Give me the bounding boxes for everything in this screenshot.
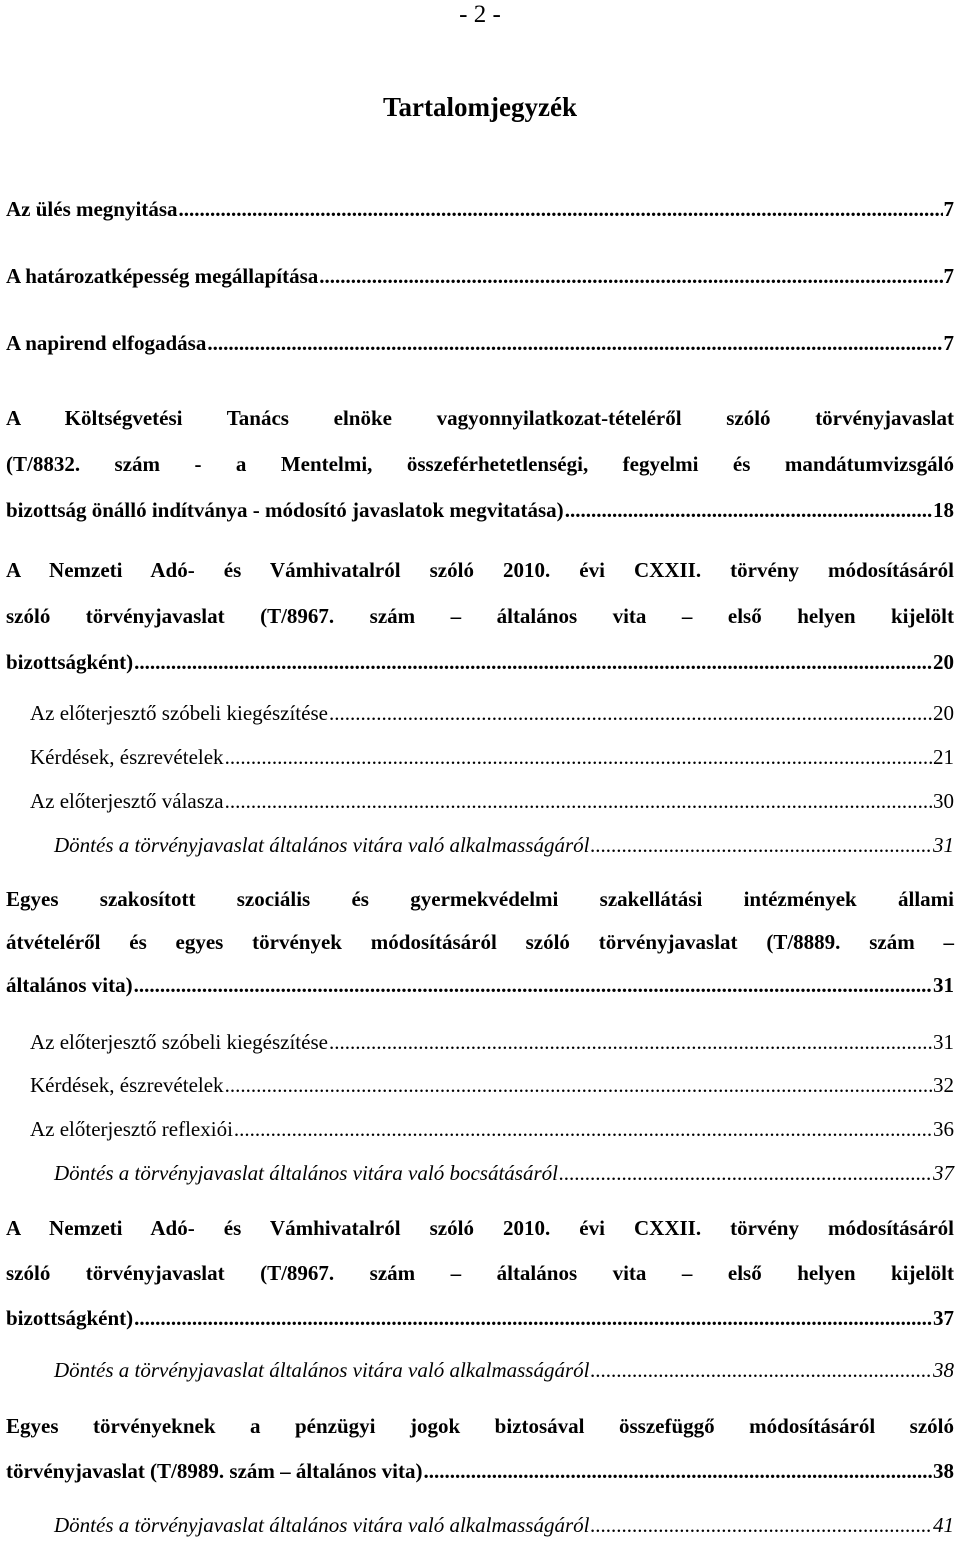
dot-leader — [590, 828, 932, 862]
toc-subentry[interactable] — [54, 1509, 954, 1541]
dot-leader — [134, 964, 932, 1007]
toc-entry-title: bizottság önálló indítványa - módosító javaslatok megvitatása) — [6, 498, 564, 522]
toc-entry[interactable] — [6, 1404, 954, 1494]
toc-entry[interactable] — [6, 261, 954, 291]
dot-leader — [207, 328, 942, 358]
dot-leader — [565, 487, 932, 533]
toc-entry-title: A határozatképesség megállapítása — [6, 264, 319, 288]
toc-subentry[interactable] — [30, 1068, 954, 1102]
toc-entry-page: 18 — [933, 498, 954, 522]
dot-leader — [225, 740, 932, 774]
toc-subentry[interactable] — [30, 1112, 954, 1146]
toc-entry-line: A Nemzeti Adó- és Vámhivatalról szóló 2010. évi CXXII. törvény módosításáról — [6, 558, 954, 582]
toc-subentry[interactable] — [54, 1156, 954, 1190]
toc-entry-page: 20 — [933, 650, 954, 674]
toc-entry-page: 38 — [933, 1459, 954, 1483]
toc-entry-line: Egyes törvényeknek a pénzügyi jogok biztosával összefüggő módosításáról szóló — [6, 1414, 954, 1438]
toc-entry-page: 7 — [943, 331, 954, 355]
toc-subentry[interactable] — [30, 784, 954, 818]
dot-leader — [225, 784, 932, 818]
toc-entry-title: Az előterjesztő szóbeli kiegészítése — [30, 701, 328, 725]
dot-leader — [134, 1296, 932, 1341]
toc-entry-line: A Nemzeti Adó- és Vámhivatalról szóló 2010. évi CXXII. törvény módosításáról — [6, 1216, 954, 1240]
toc-entry-page: 32 — [933, 1073, 954, 1097]
toc-entry-page: 7 — [943, 264, 954, 288]
toc-entry-line: Egyes szakosított szociális és gyermekvédelmi szakellátási intézmények állami — [6, 887, 954, 911]
toc-entry-page: 31 — [933, 973, 954, 997]
toc-entry[interactable] — [6, 328, 954, 358]
toc-entry-page: 37 — [933, 1306, 954, 1330]
dot-leader — [590, 1353, 932, 1387]
toc-subentry[interactable] — [54, 828, 954, 862]
toc-entry-title: Kérdések, észrevételek — [30, 745, 224, 769]
toc-entry-title: Döntés a törvényjavaslat általános vitára való alkalmasságáról — [54, 1358, 590, 1382]
toc-entry[interactable] — [6, 878, 954, 1007]
dot-leader — [590, 1509, 932, 1541]
dot-leader — [319, 261, 942, 291]
page-title: Tartalomjegyzék — [383, 92, 577, 122]
toc-entry-page: 37 — [933, 1161, 954, 1185]
toc-entry-title: Kérdések, észrevételek — [30, 1073, 224, 1097]
toc-entry[interactable] — [6, 547, 954, 685]
toc-entry-line: (T/8832. szám - a Mentelmi, összeférhetetlenségi, fegyelmi és mandátumvizsgáló — [6, 452, 954, 476]
page-number: - 2 - — [459, 1, 501, 28]
toc-entry[interactable] — [6, 194, 954, 224]
toc-entry-title: Döntés a törvényjavaslat általános vitára való alkalmasságáról — [54, 833, 590, 857]
toc-entry-page: 31 — [933, 1030, 954, 1054]
toc-entry-title: A napirend elfogadása — [6, 331, 207, 355]
toc-entry-page: 31 — [933, 833, 954, 857]
toc-subentry[interactable] — [30, 696, 954, 730]
toc-entry-title: Az előterjesztő válasza — [30, 789, 224, 813]
toc-entry-title: általános vita) — [6, 973, 133, 997]
toc-entry-line: szóló törvényjavaslat (T/8967. szám – általános vita – első helyen kijelölt — [6, 1261, 954, 1285]
dot-leader — [559, 1156, 932, 1190]
toc-entry-title: Az előterjesztő szóbeli kiegészítése — [30, 1030, 328, 1054]
toc-entry-page: 41 — [933, 1513, 954, 1537]
toc-entry-line: szóló törvényjavaslat (T/8967. szám – általános vita – első helyen kijelölt — [6, 604, 954, 628]
dot-leader — [234, 1112, 932, 1146]
toc-entry[interactable] — [6, 1206, 954, 1341]
toc-entry-title: Az előterjesztő reflexiói — [30, 1117, 233, 1141]
toc-subentry[interactable] — [30, 740, 954, 774]
toc-entry-line: átvételéről és egyes törvények módosításáról szóló törvényjavaslat (T/8889. szám – — [6, 930, 954, 954]
dot-leader — [423, 1449, 932, 1494]
toc-entry-title: bizottságként) — [6, 650, 134, 674]
toc-entry-page: 36 — [933, 1117, 954, 1141]
toc-subentry[interactable] — [30, 1025, 954, 1059]
dot-leader — [225, 1068, 932, 1102]
toc-entry-title: bizottságként) — [6, 1306, 134, 1330]
toc-entry-line: A Költségvetési Tanács elnöke vagyonnyilatkozat-tételéről szóló törvényjavaslat — [6, 406, 954, 430]
dot-leader — [329, 696, 932, 730]
toc-entry-page: 38 — [933, 1358, 954, 1382]
dot-leader — [179, 194, 943, 224]
toc-entry[interactable] — [6, 395, 954, 533]
dot-leader — [134, 639, 932, 685]
toc-entry-title: Döntés a törvényjavaslat általános vitára való alkalmasságáról — [54, 1513, 590, 1537]
toc-entry-page: 30 — [933, 789, 954, 813]
toc-entry-title: törvényjavaslat (T/8989. szám – általános vita) — [6, 1459, 423, 1483]
toc-entry-title: Az ülés megnyitása — [6, 197, 178, 221]
toc-entry-page: 20 — [933, 701, 954, 725]
toc-entry-page: 21 — [933, 745, 954, 769]
toc-subentry[interactable] — [54, 1353, 954, 1387]
dot-leader — [329, 1025, 932, 1059]
toc-entry-page: 7 — [943, 197, 954, 221]
toc-entry-title: Döntés a törvényjavaslat általános vitára való bocsátásáról — [54, 1161, 558, 1185]
